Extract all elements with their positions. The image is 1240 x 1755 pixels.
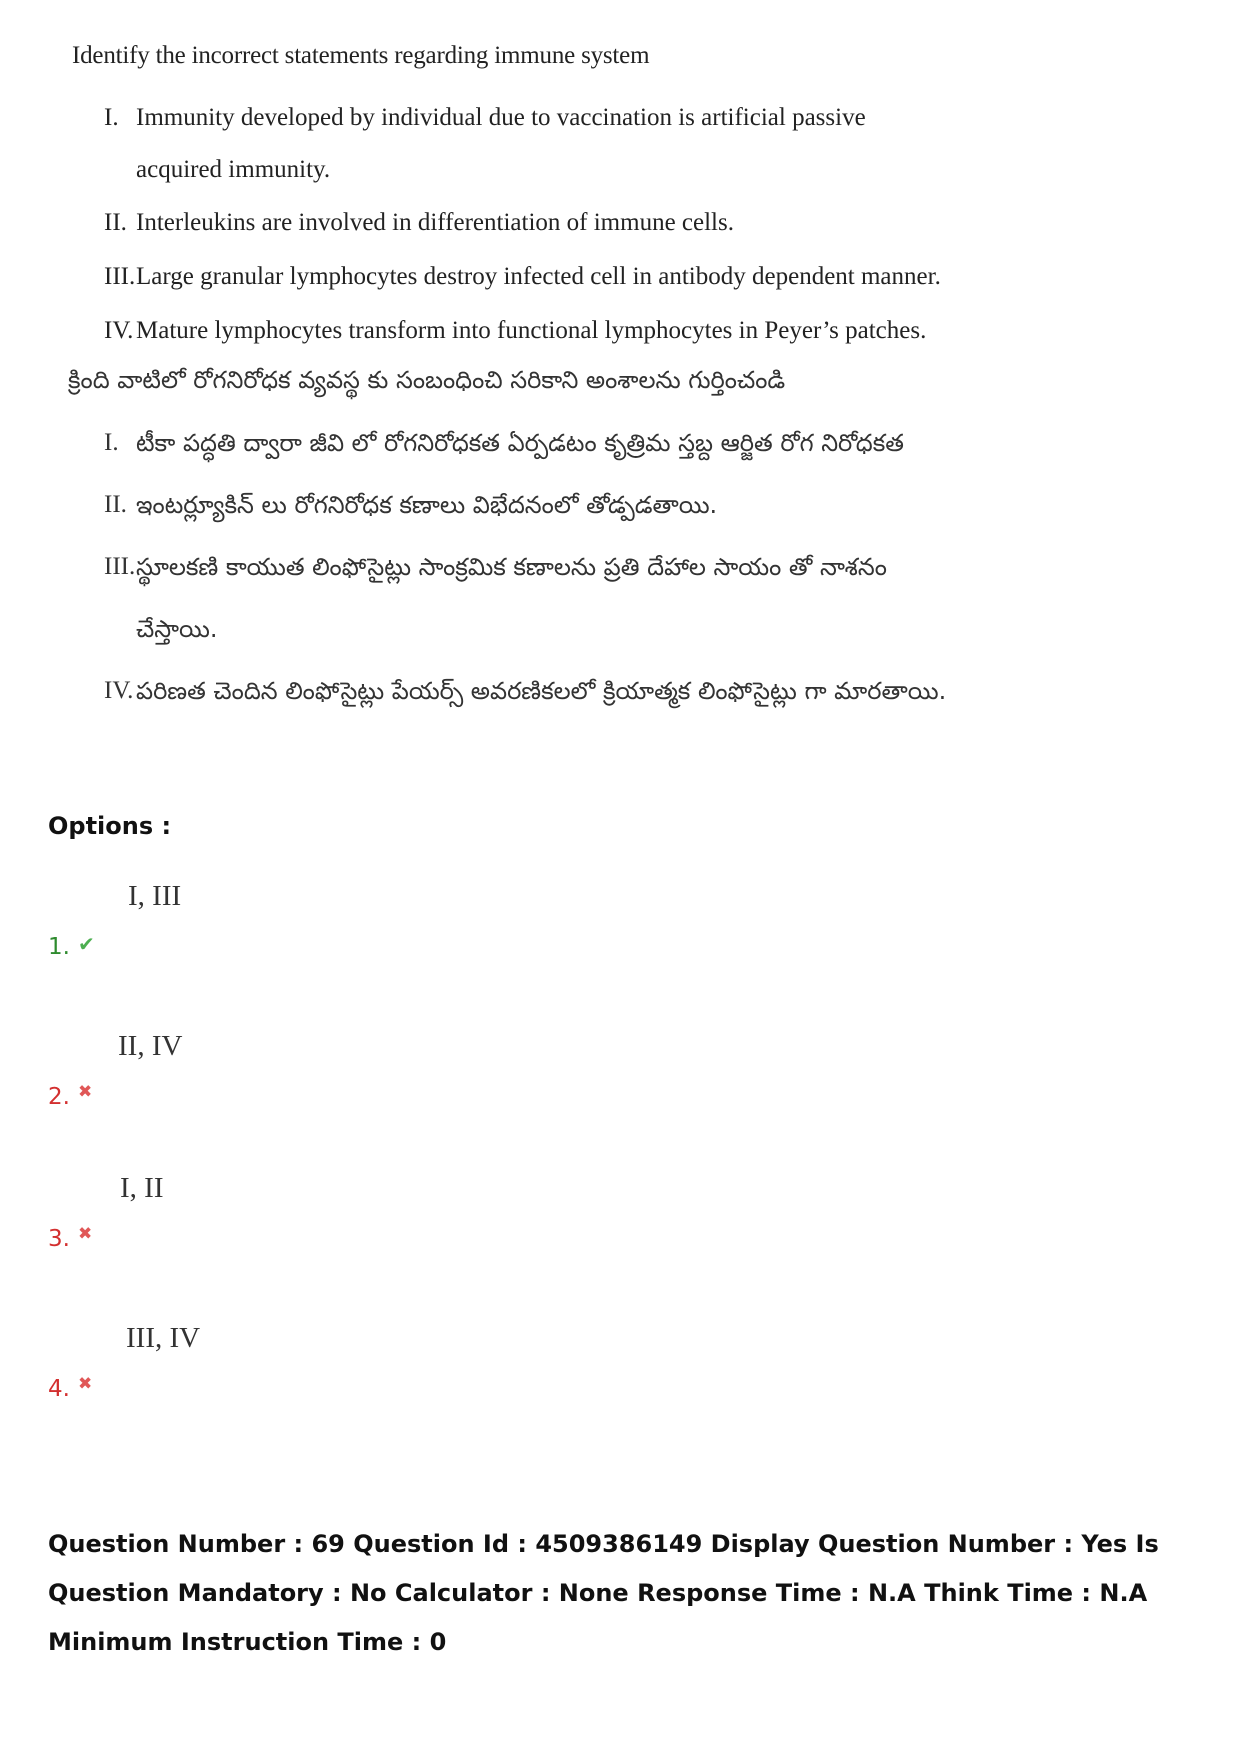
telugu-statement-1 xyxy=(72,412,952,474)
option-4[interactable] xyxy=(48,1322,448,1402)
option-text: II, IV xyxy=(118,1030,183,1062)
question-title-english: Identify the incorrect statements regarding immune system xyxy=(72,42,650,69)
check-icon: ✔ xyxy=(78,932,95,956)
option-2[interactable] xyxy=(48,1030,448,1110)
options-label: Options : xyxy=(48,812,172,840)
statement-number: IV. xyxy=(104,677,134,704)
telugu-statement-3 xyxy=(72,536,952,660)
question-title-telugu: క్రింది వాటిలో రోగనిరోధక వ్యవస్థ కు సంబంధించి సరికాని అంశాలను గుర్తించండి xyxy=(68,366,786,394)
english-statement-3 xyxy=(72,250,952,304)
option-number: 4. xyxy=(48,1376,70,1402)
option-3[interactable] xyxy=(48,1172,448,1252)
statement-number: II. xyxy=(104,209,127,236)
statement-text: Interleukins are involved in differentiation of immune cells. xyxy=(136,209,734,236)
english-statement-4 xyxy=(72,304,952,358)
option-1[interactable] xyxy=(48,880,448,960)
cross-icon: ✖ xyxy=(78,1082,93,1102)
statement-number: I. xyxy=(104,104,119,131)
statement-text: Mature lymphocytes transform into functional lymphocytes in Peyer’s patches. xyxy=(136,317,927,344)
english-statement-2 xyxy=(72,196,952,250)
statement-text: టీకా పద్ధతి ద్వారా జీవి లో రోగనిరోధకత ఏర్పడటం కృత్రిమ స్తబ్ద ఆర్జిత రోగ నిరోధకత xyxy=(136,429,904,457)
statement-number: I. xyxy=(104,429,119,456)
statement-text: Large granular lymphocytes destroy infected cell in antibody dependent manner. xyxy=(136,263,941,290)
telugu-section xyxy=(68,366,952,722)
telugu-statement-2 xyxy=(72,474,952,536)
statement-number: III. xyxy=(104,553,136,580)
telugu-statement-4 xyxy=(72,660,952,722)
statement-number: IV. xyxy=(104,317,134,344)
statement-number: III. xyxy=(104,263,136,290)
option-number: 1. xyxy=(48,934,70,960)
statement-text: పరిణత చెందిన లింఫోసైట్లు పేయర్స్ అవరణికలలో క్రియాత్మక లింఫోసైట్లు గా మారతాయి. xyxy=(136,677,947,705)
english-statement-1 xyxy=(72,92,952,196)
option-text: I, II xyxy=(120,1172,164,1204)
cross-icon: ✖ xyxy=(78,1374,93,1394)
question-block xyxy=(68,42,952,722)
option-number: 2. xyxy=(48,1084,70,1110)
option-text: III, IV xyxy=(126,1322,201,1354)
statement-text: Immunity developed by individual due to vaccination is artificial passive acquired immunity. xyxy=(136,104,866,183)
cross-icon: ✖ xyxy=(78,1224,93,1244)
statement-text: స్థూలకణి కాయుత లింఫోసైట్లు సాంక్రమిక కణాలను ప్రతి దేహాల సాయం తో నాశనం చేస్తాయి. xyxy=(136,553,887,643)
statement-number: II. xyxy=(104,491,127,518)
question-meta: Question Number : 69 Question Id : 4509386149 Display Question Number : Yes Is Question Mandatory : No Calculator : None Response Time : N.A Think Time : N.A Minimum Instruction Time : 0 xyxy=(48,1530,1159,1656)
option-number: 3. xyxy=(48,1226,70,1252)
statement-text: ఇంటర్ల్యూకిన్ లు రోగనిరోధక కణాలు విభేదనంలో తోడ్పడతాయి. xyxy=(136,491,718,519)
option-text: I, III xyxy=(128,880,182,912)
